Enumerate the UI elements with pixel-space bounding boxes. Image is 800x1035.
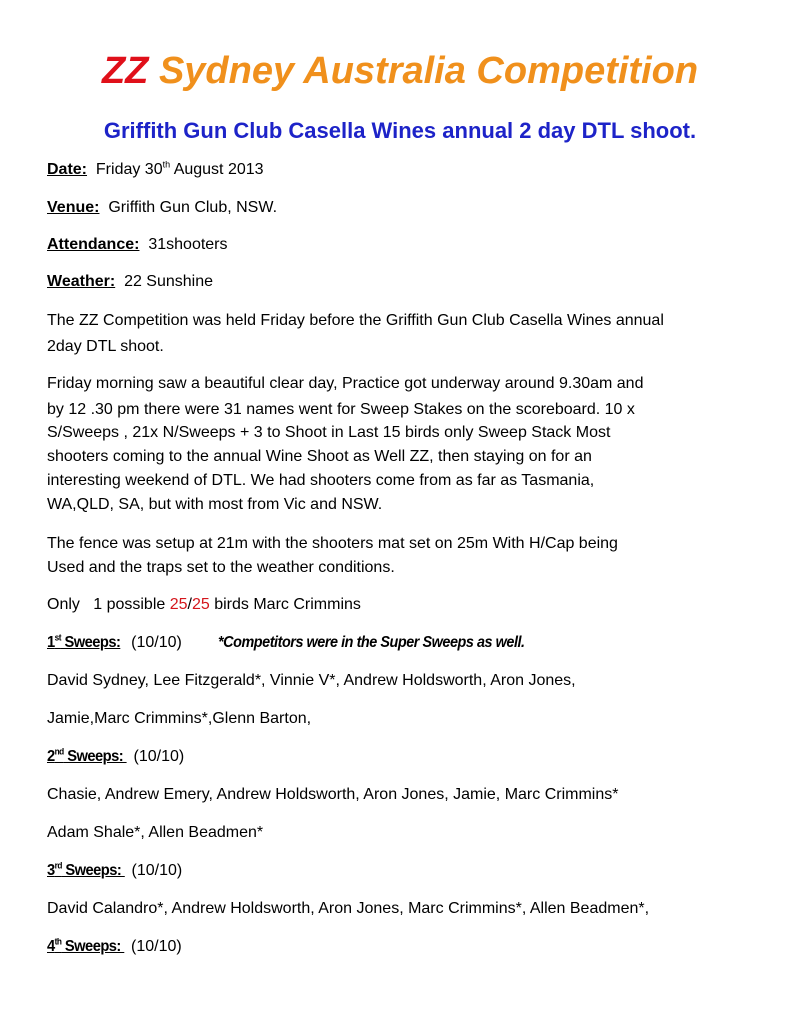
paragraph-line: interesting weekend of DTL. We had shooters come from as far as Tasmania,	[47, 472, 595, 489]
attendance-label: Attendance:	[47, 236, 140, 253]
sweep-num: 4	[47, 938, 55, 955]
venue-value: Griffith Gun Club, NSW.	[108, 199, 278, 216]
paragraph-line: The fence was setup at 21m with the shooters mat set on 25m With H/Cap being	[47, 535, 618, 552]
sweep-suffix: th	[54, 936, 62, 947]
date-value-pre: Friday 30	[95, 161, 163, 178]
sweep-names-line: David Sydney, Lee Fitzgerald*, Vinnie V*, Andrew Holdsworth, Aron Jones,	[47, 672, 576, 689]
possible-score-a: 25	[169, 596, 188, 613]
sweep-suffix: rd	[54, 860, 62, 871]
weather-row	[47, 270, 767, 293]
weather-label: Weather:	[47, 273, 116, 290]
sweep-note: *Competitors were in the Super Sweeps as well.	[217, 634, 525, 651]
sweep-suffix: st	[54, 632, 61, 643]
weather-value: 22 Sunshine	[124, 273, 214, 290]
sweep-label	[47, 859, 125, 882]
sweep-num: 1	[47, 634, 55, 651]
paragraph-line: shooters coming to the annual Wine Shoot as Well ZZ, then staying on for an	[47, 448, 592, 465]
venue-label: Venue:	[47, 199, 100, 216]
paragraph-line: WA,QLD, SA, but with most from Vic and NSW.	[47, 496, 383, 513]
sweep-heading-3	[47, 859, 767, 882]
sweep-label	[47, 935, 124, 958]
paragraph-line: Used and the traps set to the weather conditions.	[47, 559, 395, 576]
possible-slash: /	[187, 596, 192, 613]
sweep-names-line: David Calandro*, Andrew Holdsworth, Aron Jones, Marc Crimmins*, Allen Beadmen*,	[47, 900, 650, 917]
sweep-score: (10/10)	[131, 862, 183, 879]
sweep-word: Sweeps:	[60, 634, 121, 651]
sweep-names-line: Adam Shale*, Allen Beadmen*	[47, 824, 264, 841]
paragraph-line: The ZZ Competition was held Friday before the Griffith Gun Club Casella Wines annual	[47, 312, 664, 329]
possible-pre: Only 1 possible	[47, 596, 170, 613]
attendance-row	[47, 233, 767, 256]
sweep-names-line: Jamie,Marc Crimmins*,Glenn Barton,	[47, 710, 312, 727]
date-value-post: August 2013	[170, 161, 264, 178]
sweep-suffix: nd	[54, 746, 64, 757]
sweep-score: (10/10)	[131, 938, 182, 955]
sweep-score: (10/10)	[126, 634, 182, 651]
title-prefix: ZZ	[101, 50, 149, 92]
possible-row	[47, 593, 767, 616]
sweep-word: Sweeps:	[63, 748, 127, 765]
date-label: Date:	[47, 161, 88, 178]
sweep-word: Sweeps:	[61, 862, 125, 879]
sweep-label	[47, 631, 120, 654]
page-subtitle: Griffith Gun Club Casella Wines annual 2 day DTL shoot.	[103, 118, 697, 143]
possible-score-b: 25	[191, 596, 210, 613]
paragraph-line: by 12 .30 pm there were 31 names went for Sweep Stakes on the scoreboard. 10 x	[47, 401, 635, 418]
sweep-word: Sweeps:	[61, 938, 125, 955]
sweep-num: 2	[47, 748, 55, 765]
page-title	[0, 46, 800, 96]
paragraph-line: 2day DTL shoot.	[47, 338, 164, 355]
sweep-names-line: Chasie, Andrew Emery, Andrew Holdsworth, Aron Jones, Jamie, Marc Crimmins*	[47, 786, 619, 803]
paragraph-line: Friday morning saw a beautiful clear day, Practice got underway around 9.30am and	[47, 375, 644, 392]
date-value-sup: th	[162, 159, 171, 170]
attendance-value: 31shooters	[148, 236, 228, 253]
paragraph-line: S/Sweeps , 21x N/Sweeps + 3 to Shoot in Last 15 birds only Sweep Stack Most	[47, 424, 611, 441]
sweep-score: (10/10)	[133, 748, 185, 765]
date-row	[47, 158, 767, 181]
sweep-heading-1	[47, 631, 767, 654]
sweep-heading-2	[47, 745, 767, 768]
sweep-label	[47, 745, 127, 768]
sweep-num: 3	[47, 862, 55, 879]
title-main: Sydney Australia Competition	[158, 50, 699, 92]
possible-post: birds Marc Crimmins	[209, 596, 361, 613]
sweep-heading-4	[47, 935, 767, 958]
venue-row	[47, 196, 767, 219]
